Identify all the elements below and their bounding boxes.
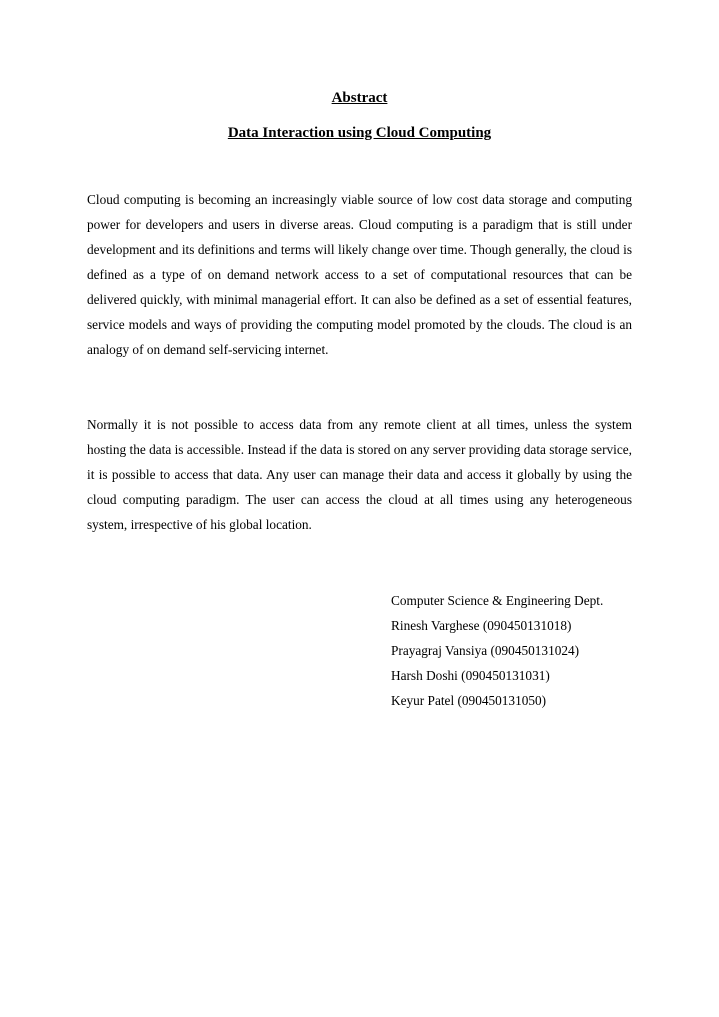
department-name: Computer Science & Engineering Dept. xyxy=(391,593,604,608)
author-name: Keyur Patel (090450131050) xyxy=(391,693,547,708)
abstract-heading: Abstract xyxy=(331,90,388,106)
author-name: Rinesh Varghese (090450131018) xyxy=(391,618,572,633)
document-title: Data Interaction using Cloud Computing xyxy=(227,125,492,141)
author-block xyxy=(391,588,691,713)
abstract-paragraph-1: Cloud computing is becoming an increasingly viable source of low cost data storage and computing power for developers and users in diverse areas. Cloud computing is a paradigm that is still under development and its definitions and terms will likely change over time. Though generally, the cloud is defined as a type of on demand network access to a set of computational resources that can be delivered quickly, with minimal managerial effort. It can also be defined as a set of essential features, service models and ways of providing the computing model promoted by the clouds. The cloud is an analogy of on demand self-servicing internet. xyxy=(87,192,632,357)
author-name: Harsh Doshi (090450131031) xyxy=(391,668,550,683)
author-name: Prayagraj Vansiya (090450131024) xyxy=(391,643,580,658)
abstract-paragraph-2: Normally it is not possible to access data from any remote client at all times, unless the system hosting the data is accessible. Instead if the data is stored on any server providing data storage service, it is possible to access that data. Any user can manage their data and access it globally by using the cloud computing paradigm. The user can access the cloud at all times using any heterogeneous system, irrespective of his global location. xyxy=(87,417,632,532)
